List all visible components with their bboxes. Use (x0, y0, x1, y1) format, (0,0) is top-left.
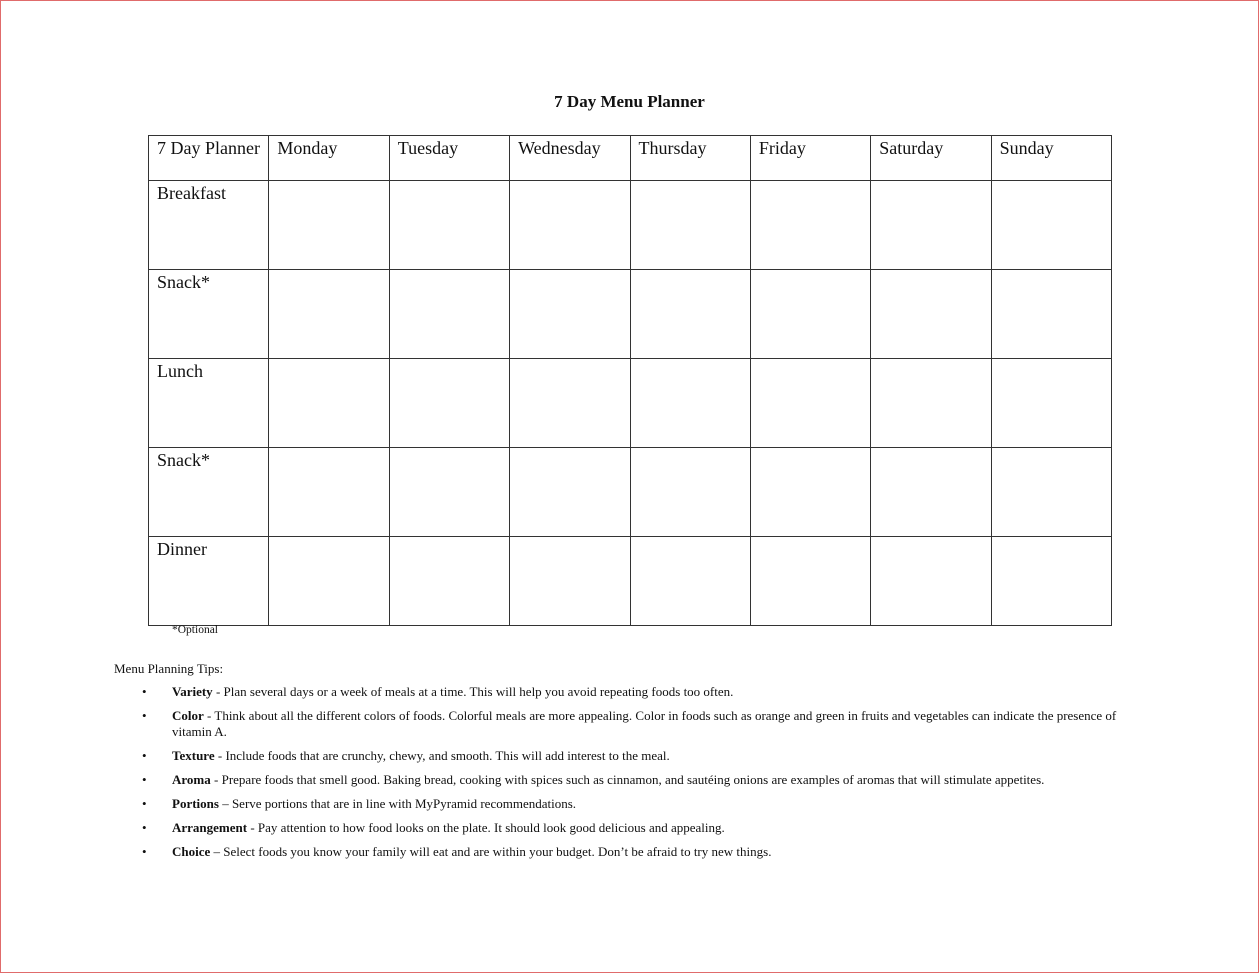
meal-entry-cell-sunday[interactable] (991, 181, 1111, 270)
meal-entry-cell-thursday[interactable] (630, 270, 750, 359)
tip-text: - Plan several days or a week of meals at a time. This will help you avoid repeating foods too often. (212, 684, 734, 699)
tip-text: – Serve portions that are in line with MyPyramid recommendations. (218, 796, 577, 811)
tips-list (140, 684, 1150, 868)
meal-entry-cell-sunday[interactable] (991, 537, 1111, 626)
bullet-icon: • (142, 684, 147, 699)
meal-entry-cell-monday[interactable] (269, 537, 389, 626)
optional-footnote: *Optional (172, 624, 218, 636)
tip-term: Portions (172, 796, 219, 811)
header-row (149, 136, 1112, 181)
bullet-icon: • (142, 820, 147, 835)
tips-heading: Menu Planning Tips: (114, 661, 224, 676)
corner-header-cell: 7 Day Planner (149, 136, 269, 181)
meal-entry-cell-tuesday[interactable] (389, 181, 509, 270)
tip-item (140, 844, 1150, 860)
day-header-thursday: Thursday (630, 136, 750, 181)
meal-label-cell: Snack* (149, 448, 269, 537)
tip-term: Color (172, 708, 204, 723)
tip-item (140, 820, 1150, 836)
day-header-friday: Friday (750, 136, 870, 181)
tip-text: - Pay attention to how food looks on the plate. It should look good delicious and appealing. (247, 820, 725, 835)
meal-entry-cell-thursday[interactable] (630, 448, 750, 537)
meal-entry-cell-friday[interactable] (750, 359, 870, 448)
meal-entry-cell-saturday[interactable] (871, 359, 991, 448)
tip-item (140, 796, 1150, 812)
meal-entry-cell-saturday[interactable] (871, 448, 991, 537)
meal-row (149, 448, 1112, 537)
tip-term: Arrangement (172, 820, 248, 835)
meal-entry-cell-wednesday[interactable] (510, 181, 630, 270)
day-header-wednesday: Wednesday (510, 136, 630, 181)
day-header-tuesday: Tuesday (389, 136, 509, 181)
meal-entry-cell-tuesday[interactable] (389, 448, 509, 537)
tip-item (140, 708, 1150, 740)
meal-row (149, 270, 1112, 359)
day-header-monday: Monday (269, 136, 389, 181)
meal-entry-cell-friday[interactable] (750, 448, 870, 537)
meal-entry-cell-wednesday[interactable] (510, 270, 630, 359)
meal-label-cell: Dinner (149, 537, 269, 626)
meal-entry-cell-thursday[interactable] (630, 181, 750, 270)
meal-entry-cell-saturday[interactable] (871, 270, 991, 359)
tip-item (140, 748, 1150, 764)
bullet-icon: • (142, 748, 147, 763)
tip-text: - Include foods that are crunchy, chewy, and smooth. This will add interest to the meal. (214, 748, 670, 763)
meal-entry-cell-saturday[interactable] (871, 537, 991, 626)
meal-entry-cell-wednesday[interactable] (510, 537, 630, 626)
tip-term: Variety (172, 684, 213, 699)
meal-entry-cell-tuesday[interactable] (389, 359, 509, 448)
tip-item (140, 772, 1150, 788)
meal-label-cell: Breakfast (149, 181, 269, 270)
tip-term: Aroma (172, 772, 211, 787)
meal-entry-cell-sunday[interactable] (991, 270, 1111, 359)
meal-entry-cell-monday[interactable] (269, 181, 389, 270)
meal-entry-cell-tuesday[interactable] (389, 537, 509, 626)
meal-row (149, 181, 1112, 270)
tip-item (140, 684, 1150, 700)
meal-entry-cell-monday[interactable] (269, 359, 389, 448)
menu-planner-table (148, 135, 1112, 626)
meal-entry-cell-friday[interactable] (750, 537, 870, 626)
meal-entry-cell-thursday[interactable] (630, 359, 750, 448)
bullet-icon: • (142, 772, 147, 787)
tip-term: Choice (172, 844, 211, 859)
meal-label-cell: Lunch (149, 359, 269, 448)
tip-text: – Select foods you know your family will eat and are within your budget. Don’t be afraid to try new things. (210, 844, 772, 859)
meal-label-cell: Snack* (149, 270, 269, 359)
bullet-icon: • (142, 708, 147, 723)
meal-entry-cell-wednesday[interactable] (510, 448, 630, 537)
meal-entry-cell-sunday[interactable] (991, 359, 1111, 448)
day-header-saturday: Saturday (871, 136, 991, 181)
page-title: 7 Day Menu Planner (554, 92, 705, 111)
meal-entry-cell-thursday[interactable] (630, 537, 750, 626)
tip-text: - Think about all the different colors of foods. Colorful meals are more appealing. Color in foods such as orange and green in fruits and vegetables can indicate the presence of vitamin A. (172, 708, 1117, 739)
meal-entry-cell-friday[interactable] (750, 181, 870, 270)
meal-entry-cell-saturday[interactable] (871, 181, 991, 270)
meal-row (149, 359, 1112, 448)
meal-entry-cell-sunday[interactable] (991, 448, 1111, 537)
meal-entry-cell-friday[interactable] (750, 270, 870, 359)
meal-entry-cell-monday[interactable] (269, 448, 389, 537)
tip-text: - Prepare foods that smell good. Baking bread, cooking with spices such as cinnamon, and sautéing onions are examples of aromas that will stimulate appetites. (210, 772, 1045, 787)
bullet-icon: • (142, 844, 147, 859)
bullet-icon: • (142, 796, 147, 811)
meal-row (149, 537, 1112, 626)
day-header-sunday: Sunday (991, 136, 1111, 181)
tip-term: Texture (172, 748, 215, 763)
meal-entry-cell-tuesday[interactable] (389, 270, 509, 359)
meal-entry-cell-wednesday[interactable] (510, 359, 630, 448)
meal-entry-cell-monday[interactable] (269, 270, 389, 359)
